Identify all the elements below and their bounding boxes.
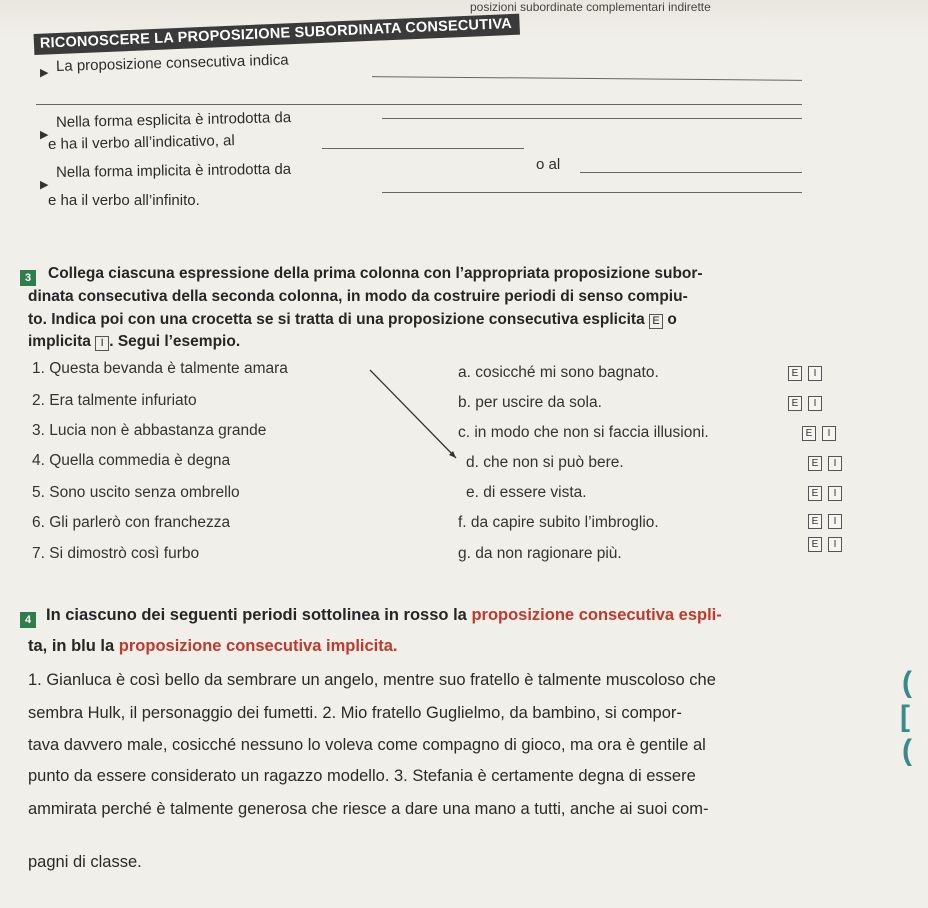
checkbox-e-4[interactable]: E (808, 456, 822, 471)
left-item-6: 6. Gli parlerò con franchezza (32, 514, 231, 531)
paragraph-line-2: sembra Hulk, il personaggio dei fumetti. 2. Mio fratello Guglielmo, da bambino, si compor- (28, 704, 682, 722)
left-item-5: 5. Sono uscito senza ombrello (32, 484, 240, 501)
left-item-7: 7. Si dimostrò così furbo (32, 545, 200, 562)
rule-line-5: e ha il verbo all’infinito. (48, 192, 200, 209)
instruction-text-o: o (667, 311, 677, 328)
blank-line-1[interactable] (372, 76, 802, 81)
right-item-d: d. che non si può bere. (466, 454, 624, 471)
blank-line-2[interactable] (382, 118, 802, 119)
instruction-text: implicita (28, 333, 91, 350)
checkbox-i-2[interactable]: I (808, 396, 822, 411)
rule-line-2: Nella forma esplicita è introdotta da (55, 109, 292, 131)
right-item-c: c. in modo che non si faccia illusioni. (458, 424, 709, 441)
instruction-text: to. Indica poi con una crocetta se si tratta di una proposizione consecutiva esplicita (28, 311, 645, 328)
rule-line-4: Nella forma implicita è introdotta da (55, 160, 292, 181)
bullet-icon: ▶ (40, 67, 49, 79)
checkbox-e-5[interactable]: E (808, 486, 822, 501)
exercise-number-badge: 3 (20, 270, 36, 286)
checkbox-e-6[interactable]: E (808, 514, 822, 529)
running-header: posizioni subordinate complementari indirette (470, 0, 711, 14)
checkbox-i-7[interactable]: I (828, 537, 842, 552)
checkbox-i-1[interactable]: I (808, 366, 822, 381)
blank-line-1b[interactable] (36, 104, 802, 105)
left-item-1: 1. Questa bevanda è talmente amara (32, 360, 288, 377)
checkbox-e-3[interactable]: E (802, 426, 816, 441)
section-title: RICONOSCERE LA PROPOSIZIONE SUBORDINATA CONSECUTIVA (34, 14, 521, 55)
edge-bracket-icon: [ (900, 700, 910, 733)
left-item-2: 2. Era talmente infuriato (32, 392, 197, 409)
instruction-highlight-red: proposizione consecutiva espli- (471, 606, 722, 624)
left-item-4: 4. Quella commedia è degna (32, 452, 231, 469)
instruction-text: In ciascuno dei seguenti periodi sottolinea in rosso la (46, 606, 467, 624)
rule-line-3b: o al (536, 156, 561, 173)
checkbox-e-7[interactable]: E (808, 537, 822, 552)
exercise3-instruction-l3 (28, 311, 677, 329)
checkbox-i-6[interactable]: I (828, 514, 842, 529)
instruction-highlight-red: proposizione consecutiva implicita. (118, 637, 398, 655)
blank-line-3b[interactable] (580, 172, 802, 173)
edge-bracket-icon: ( (902, 666, 912, 699)
rule-line-3a: e ha il verbo all’indicativo, al (47, 132, 235, 153)
bullet-icon: ▶ (40, 179, 49, 191)
example-box-e: E (649, 314, 663, 329)
exercise3-instruction-l2: dinata consecutiva della seconda colonna, in modo da costruire periodi di senso compiu- (28, 288, 688, 305)
edge-bracket-icon: ( (902, 734, 912, 767)
blank-line-3a[interactable] (322, 148, 524, 149)
instruction-text: . Segui l’esempio. (109, 333, 241, 350)
right-item-g: g. da non ragionare più. (458, 545, 622, 562)
paragraph-line-4: punto da essere considerato un ragazzo modello. 3. Stefania è certamente degna di essere (28, 767, 696, 785)
exercise3-instruction-l4 (28, 333, 240, 351)
paragraph-line-1: 1. Gianluca è così bello da sembrare un angelo, mentre suo fratello è talmente muscoloso che (28, 671, 716, 689)
paragraph-line-6: pagni di classe. (28, 853, 142, 871)
checkbox-e-2[interactable]: E (788, 396, 802, 411)
exercise4-instruction-l2 (28, 637, 398, 656)
checkbox-i-5[interactable]: I (828, 486, 842, 501)
example-connector-line (360, 366, 470, 466)
paragraph-line-3: tava davvero male, cosicché nessuno lo voleva come compagno di gioco, ma ora è gentile al (28, 736, 706, 754)
right-item-b: b. per uscire da sola. (458, 394, 602, 411)
exercise4-instruction-l1 (46, 606, 722, 625)
right-item-f: f. da capire subito l’imbroglio. (458, 514, 659, 531)
right-item-a: a. cosicché mi sono bagnato. (458, 364, 659, 381)
exercise-number-badge: 4 (20, 612, 36, 628)
bullet-icon: ▶ (40, 129, 49, 141)
blank-line-4[interactable] (382, 192, 802, 193)
checkbox-i-4[interactable]: I (828, 456, 842, 471)
checkbox-e-1[interactable]: E (788, 366, 802, 381)
left-item-3: 3. Lucia non è abbastanza grande (32, 422, 267, 439)
checkbox-i-3[interactable]: I (822, 426, 836, 441)
rule-line-1: La proposizione consecutiva indica (55, 51, 289, 75)
exercise3-instruction-l1: Collega ciascuna espressione della prima colonna con l’appropriata proposizione subor- (48, 265, 703, 282)
example-box-i: I (95, 336, 109, 351)
instruction-text: ta, in blu la (28, 637, 115, 655)
paragraph-line-5: ammirata perché è talmente generosa che riesce a dare una mano a tutti, anche ai suoi com- (28, 800, 709, 818)
right-item-e: e. di essere vista. (466, 484, 587, 501)
